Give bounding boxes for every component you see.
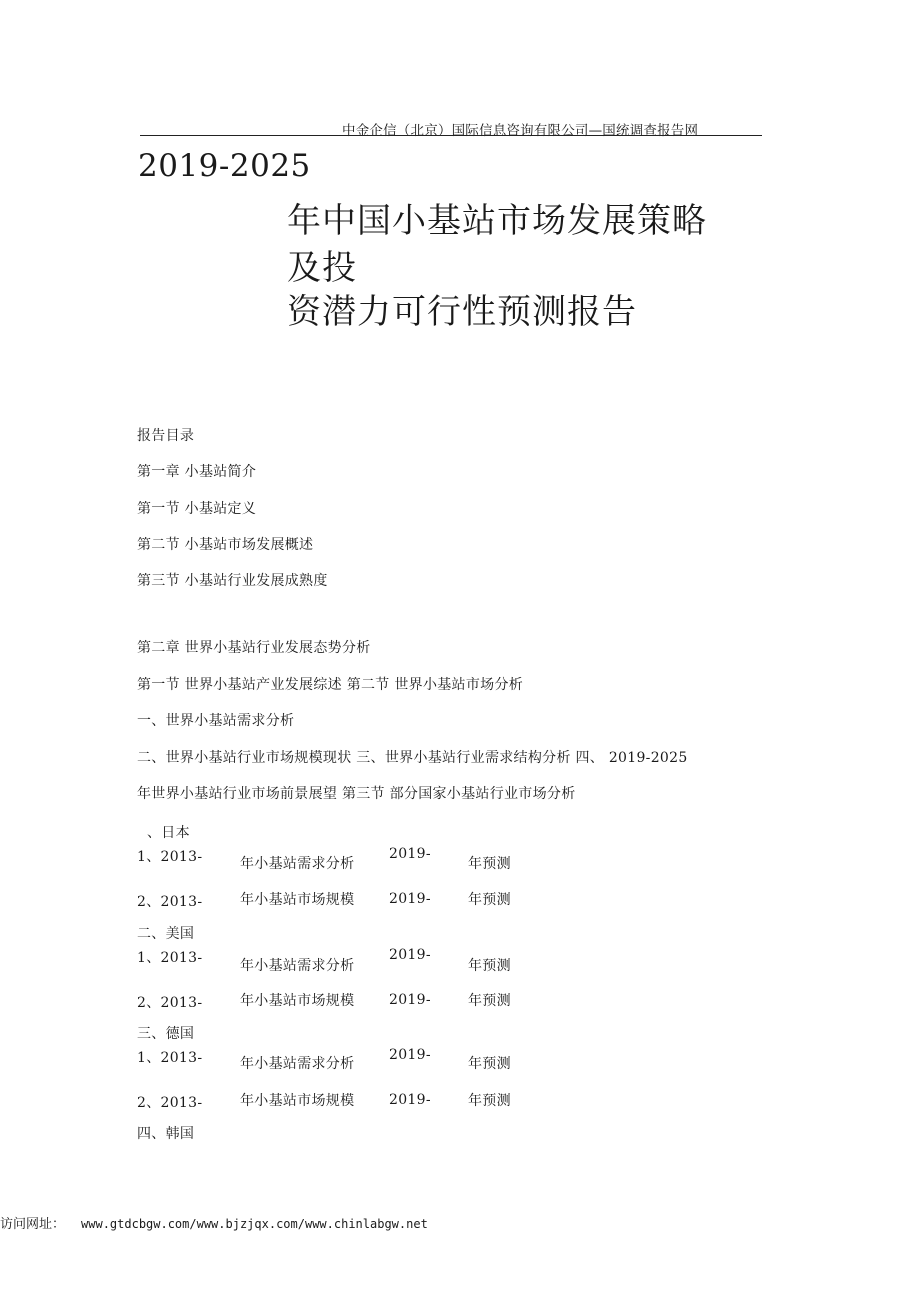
toc-ch2-sections-1-2: 第一节 世界小基站产业发展综述 第二节 世界小基站市场分析 bbox=[137, 677, 524, 693]
toc-country-usa: 二、美国 bbox=[137, 926, 195, 942]
toc-germany-1-prefix: 1、2013- bbox=[137, 1050, 203, 1066]
toc-japan-2-forecast: 年预测 bbox=[468, 892, 511, 908]
title-line-2: 及投 bbox=[287, 248, 357, 288]
toc-germany-2-prefix: 2、2013- bbox=[137, 1095, 203, 1111]
toc-japan-2-scale: 年小基站市场规模 bbox=[240, 892, 355, 908]
title-line-1: 年中国小基站市场发展策略 bbox=[287, 201, 707, 241]
toc-japan-1-forecast: 年预测 bbox=[468, 856, 511, 872]
toc-usa-1-prefix: 1、2013- bbox=[137, 950, 203, 966]
toc-japan-1-year: 2019- bbox=[389, 846, 431, 862]
toc-country-germany: 三、德国 bbox=[137, 1026, 195, 1042]
toc-germany-1-demand: 年小基站需求分析 bbox=[240, 1056, 355, 1072]
toc-germany-2-scale: 年小基站市场规模 bbox=[240, 1093, 355, 1109]
toc-ch2-item-2-4: 二、世界小基站行业市场规模现状 三、世界小基站行业需求结构分析 四、 2019-2025 bbox=[137, 750, 688, 766]
toc-japan-1-demand: 年小基站需求分析 bbox=[240, 856, 355, 872]
toc-country-korea: 四、韩国 bbox=[137, 1126, 195, 1142]
toc-heading: 报告目录 bbox=[137, 428, 195, 444]
toc-germany-1-year: 2019- bbox=[389, 1047, 431, 1063]
toc-germany-2-forecast: 年预测 bbox=[468, 1093, 511, 1109]
toc-usa-2-year: 2019- bbox=[389, 992, 431, 1008]
toc-germany-1-forecast: 年预测 bbox=[468, 1056, 511, 1072]
toc-ch1-section-1: 第一节 小基站定义 bbox=[137, 501, 257, 517]
toc-usa-1-demand: 年小基站需求分析 bbox=[240, 958, 355, 974]
toc-usa-2-forecast: 年预测 bbox=[468, 993, 511, 1009]
toc-ch1-section-2: 第二节 小基站市场发展概述 bbox=[137, 537, 314, 553]
header-company: 中金企信（北京）国际信息咨询有限公司—国统调查报告网 bbox=[342, 123, 699, 139]
title-year-range: 2019-2025 bbox=[138, 148, 311, 184]
footer-urls[interactable]: www.gtdcbgw.com/www.bjzjqx.com/www.chinlabgw.net bbox=[81, 1217, 428, 1231]
toc-japan-1-prefix: 1、2013- bbox=[137, 849, 203, 865]
footer bbox=[0, 1213, 428, 1232]
toc-japan-2-prefix: 2、2013- bbox=[137, 894, 203, 910]
toc-country-japan: 、日本 bbox=[147, 825, 190, 841]
header-rule bbox=[140, 135, 762, 136]
title-line-3: 资潜力可行性预测报告 bbox=[287, 292, 637, 332]
toc-usa-1-year: 2019- bbox=[389, 947, 431, 963]
toc-usa-2-scale: 年小基站市场规模 bbox=[240, 993, 355, 1009]
toc-usa-2-prefix: 2、2013- bbox=[137, 995, 203, 1011]
toc-ch2-item-4-cont: 年世界小基站行业市场前景展望 第三节 部分国家小基站行业市场分析 bbox=[137, 786, 576, 802]
footer-label: 访问网址： bbox=[0, 1217, 66, 1232]
toc-ch2-item-1: 一、世界小基站需求分析 bbox=[137, 713, 295, 729]
toc-usa-1-forecast: 年预测 bbox=[468, 958, 511, 974]
toc-ch1-section-3: 第三节 小基站行业发展成熟度 bbox=[137, 573, 328, 589]
toc-chapter-2: 第二章 世界小基站行业发展态势分析 bbox=[137, 640, 371, 656]
toc-germany-2-year: 2019- bbox=[389, 1092, 431, 1108]
toc-japan-2-year: 2019- bbox=[389, 891, 431, 907]
toc-chapter-1: 第一章 小基站简介 bbox=[137, 464, 257, 480]
